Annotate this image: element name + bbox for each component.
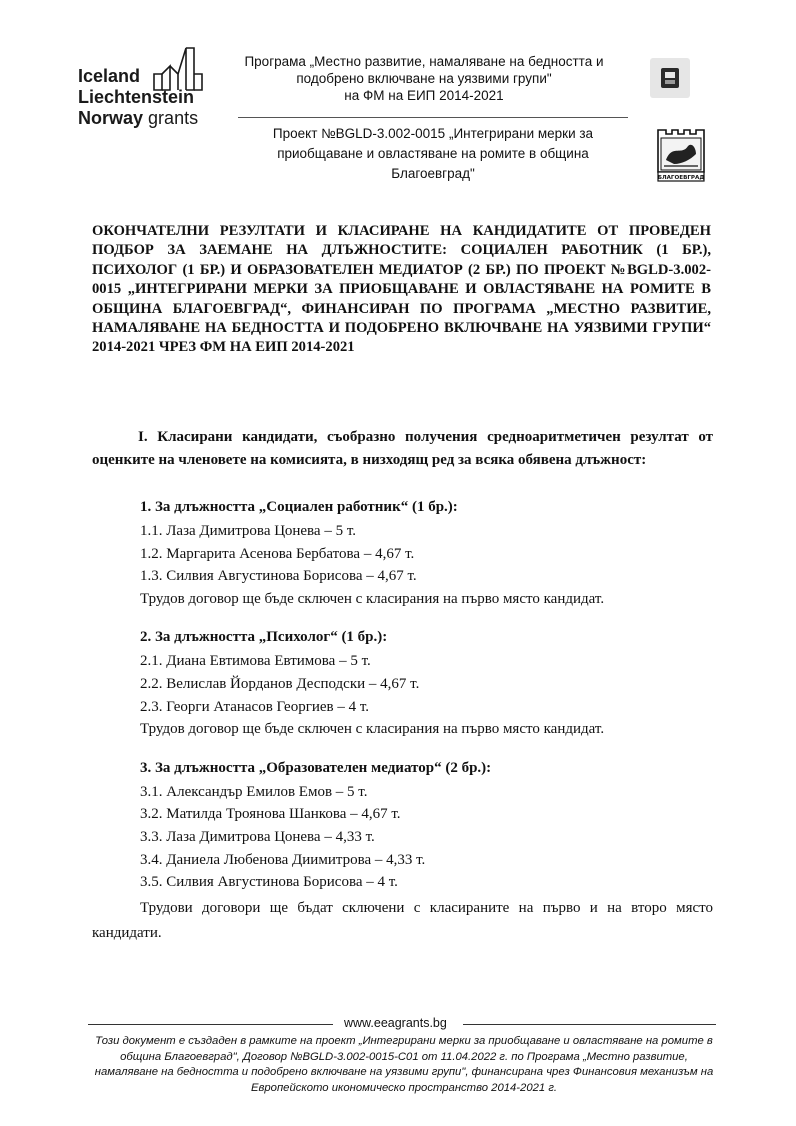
- document-body: [92, 426, 713, 946]
- program-line-3: на ФМ на ЕИП 2014-2021: [344, 88, 504, 103]
- footer-divider-left: [88, 1024, 333, 1025]
- brand-line-iceland: Iceland: [78, 66, 141, 86]
- list-item: 2.1. Диана Евтимова Евтимова – 5 т.: [140, 653, 371, 670]
- list-item: 3.2. Матилда Троянова Шанкова – 4,67 т.: [140, 806, 401, 823]
- document-title: ОКОНЧАТЕЛНИ РЕЗУЛТАТИ И КЛАСИРАНЕ НА КАНДИДАТИТЕ ОТ ПРОВЕДЕН ПОДБОР ЗА ЗАЕМАНЕ НА ДЛЪЖНОСТИТЕ: СОЦИАЛЕН РАБОТНИК (1 БР.), ПСИХОЛОГ (1 БР.) И ОБРАЗОВАТЕЛЕН МЕДИАТОР (2 БР.) ПО ПРОЕКТ №BGLD-3.002-0015 „ИНТЕГРИРАНИ МЕРКИ ЗА ПРИОБЩАВАНЕ И ОВЛАСТЯВАНЕ НА РОМИТЕ В ОБЩИНА БЛАГОЕВГРАД“, ФИНАНСИРАН ПО ПРОГРАМА „МЕСТНО РАЗВИТИЕ, НАМАЛЯВАНЕ НА БЕДНОСТТА И ПОДОБРЕНО ВКЛЮЧВАНЕ НА УЯЗВИМИ ГРУПИ“ 2014-2021 ЧРЕЗ ФМ НА ЕИП 2014-2021: [92, 223, 711, 356]
- list-item: 2.2. Велислав Йорданов Десподски – 4,67 т.: [140, 675, 420, 692]
- list-item: 2.3. Георги Атанасов Георгиев – 4 т.: [140, 698, 370, 715]
- section-psychologist: [92, 626, 713, 740]
- project-line-3: Благоевград": [391, 166, 475, 181]
- section-title: 1. За длъжността „Социален работник“ (1 бр.):: [140, 499, 458, 515]
- list-item: 3.4. Даниела Любенова Диимитрова – 4,33 т.: [140, 851, 426, 868]
- section-title: 2. За длъжността „Психолог“ (1 бр.):: [140, 629, 388, 646]
- brand-line-liechtenstein: Liechtenstein: [78, 87, 195, 107]
- intro-paragraph: I. Класирани кандидати, съобразно получения средноаритметичен резултат от оценките на членовете на комисията, в низходящ ред за всяка обявена длъжност:: [92, 429, 713, 468]
- footer-divider-right: [463, 1024, 716, 1025]
- brand-line-grants: grants: [148, 108, 199, 128]
- program-emblem-icon: [650, 58, 690, 98]
- project-line-2: приобщаване и овластяване на ромите в община: [277, 146, 589, 161]
- list-item: 3.3. Лаза Димитрова Цонева – 4,33 т.: [140, 828, 375, 845]
- program-text: [222, 53, 626, 104]
- header-divider: [238, 117, 628, 118]
- coat-of-arms-label: БЛАГОЕВГРАД: [657, 175, 705, 181]
- list-item: 1.3. Силвия Августинова Борисова – 4,67 т.: [140, 568, 417, 585]
- brand-line-norway: Norway: [78, 108, 144, 128]
- list-item: 3.1. Александър Емилов Емов – 5 т.: [140, 783, 368, 800]
- list-item: 1.2. Маргарита Асенова Бербатова – 4,67 т.: [140, 545, 415, 562]
- blagoevgrad-coat-of-arms-icon: [652, 126, 710, 184]
- project-text: [240, 124, 626, 184]
- program-line-2: подобрено включване на уязвими групи": [296, 71, 552, 86]
- section-title: 3. За длъжността „Образователен медиатор“ (2 бр.):: [140, 759, 492, 776]
- contract-note: Трудов договор ще бъде сключен с класирания на първо място кандидат.: [140, 721, 605, 738]
- list-item: 1.1. Лаза Димитрова Цонева – 5 т.: [140, 523, 357, 539]
- project-line-1: Проект №BGLD-3.002-0015 „Интегрирани мерки за: [272, 126, 594, 141]
- section-social-worker: [92, 496, 713, 610]
- contract-note: Трудов договор ще бъде сключен с класирания на първо място кандидат.: [140, 590, 605, 607]
- footer-note: Този документ е създаден в рамките на проект „Интегрирани мерки за приобщаване и овластяване на ромите в община Благоевград", Договор №BGLD-3.002-0015-C01 от 11.04.2022 г. по Програма „Местно развитие, намаляване на бедността и подобрено включване на уязвими групи", финансирана чрез Финансовия механизъм на Европейското икономическо пространство 2014-2021 г.: [94, 1035, 714, 1094]
- eea-grants-mark-icon: [152, 44, 204, 94]
- contract-note: Трудови договори ще бъдат сключени с класираните на първо и на второ място кандидати.: [92, 899, 713, 941]
- section-educational-mediator: [92, 757, 713, 946]
- program-line-1: Програма „Местно развитие, намаляване на бедността и: [244, 54, 604, 69]
- list-item: 3.5. Силвия Августинова Борисова – 4 т.: [140, 874, 398, 891]
- footer-url: www.eeagrants.bg: [344, 1016, 447, 1030]
